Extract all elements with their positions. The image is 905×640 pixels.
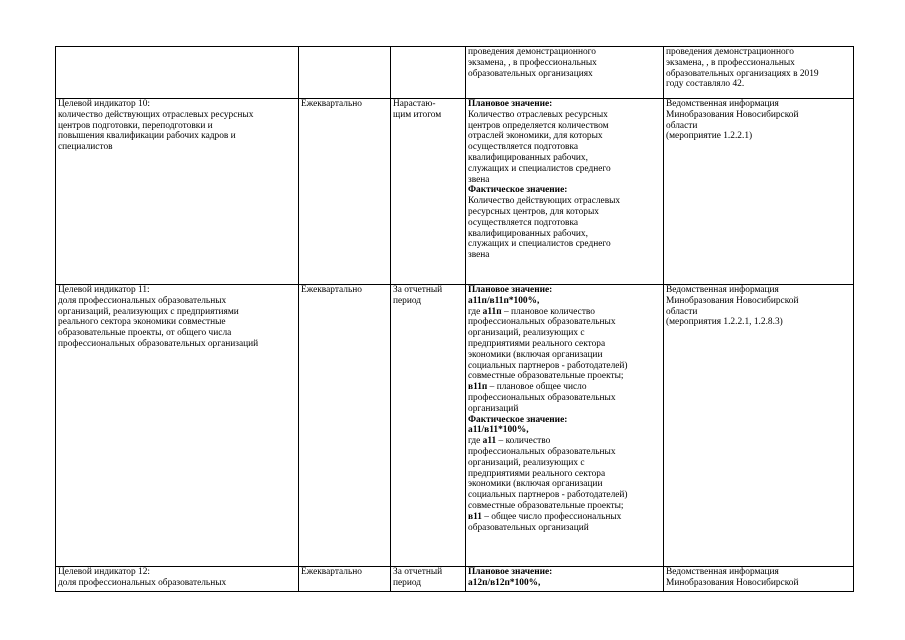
text-fragment: а11 [482,436,497,447]
data-source-cell [664,567,854,592]
text-line: доля профессиональных образовательных [58,295,227,306]
text-line: образовательных организациях [468,68,593,79]
text-line: социальных партнеров - работодателей) [468,490,628,501]
text-line: Фактическое значение: [468,185,568,196]
text-line: а11/в11*100%, [468,425,529,436]
indicator-cell [56,47,299,99]
text-line: организаций, реализующих с [468,328,585,339]
text-line: Количество отраслевых ресурсных [468,109,608,120]
text-line: отраслей экономики, для которых [468,131,603,142]
text-line: области [666,120,698,131]
text-line: Целевой индикатор 12: [58,567,151,577]
text-fragment: – количество [496,436,551,447]
text-line: предприятиями реального сектора [468,468,606,479]
text-line: проведения демонстрационного [666,47,794,57]
text-line: Фактическое значение: [468,414,568,425]
period-cell [391,47,466,99]
text-line: профессиональных образовательных [468,317,616,328]
text-line: образовательных организациях в 2019 [666,68,819,79]
text-line: Минобразования Новосибирской [666,295,799,306]
table-row [56,47,854,99]
text-line: осуществляется подготовка [468,217,579,228]
table-row [56,567,854,592]
text-line: специалистов [58,142,113,153]
text-line: организаций, реализующих с предприятиями [58,306,239,317]
text-line: центров подготовки, переподготовки и [58,120,213,131]
calculation-method-cell [466,567,664,592]
text-line: предприятиями реального сектора [468,338,606,349]
table-row [56,285,854,567]
calculation-method-cell [466,47,664,99]
text-line: осуществляется подготовка [468,142,579,153]
indicator-cell [56,99,299,285]
text-line: Количество действующих отраслевых [468,196,621,207]
text-line: квалифицированных рабочих, [468,152,588,163]
indicators-table [55,46,854,592]
text-line: Ведомственная информация [666,567,779,577]
data-source-cell [664,47,854,99]
frequency-cell [299,99,391,285]
text-line: Ежеквартально [301,285,362,295]
text-line: звена [468,174,490,185]
data-source-cell [664,99,854,285]
text-line: образовательных организаций [468,522,589,533]
text-line: экономики (включая организации [468,479,603,490]
text-line: социальных партнеров - работодателей) [468,360,628,371]
text-line: щим итогом [393,109,442,120]
period-cell [391,99,466,285]
text-line: проведения демонстрационного [468,47,596,57]
text-line: Целевой индикатор 11: [58,285,150,295]
text-fragment: где [468,306,483,317]
text-line [468,512,661,523]
text-line: За отчетный [393,567,443,577]
data-source-cell [664,285,854,567]
text-line: организаций [468,403,519,414]
text-line: период [393,577,422,588]
text-line: служащих и специалистов среднего [468,163,611,174]
text-line: профессиональных образовательных [468,392,616,403]
period-cell [391,285,466,567]
text-line: За отчетный [393,285,443,295]
text-line: Плановое значение: [468,99,553,109]
text-line: (мероприятие 1.2.2.1) [666,131,753,142]
indicator-cell [56,285,299,567]
text-line [468,382,661,393]
text-line: центров определяется количеством [468,120,609,131]
text-line: служащих и специалистов среднего [468,239,611,250]
text-line: Минобразования Новосибирской [666,577,799,588]
frequency-cell [299,285,391,567]
text-line [468,436,661,447]
text-line: Ведомственная информация [666,99,779,109]
text-line: Нарастаю- [393,99,436,109]
text-line: звена [468,250,490,261]
text-line: профессиональных образовательных [468,446,616,457]
text-line: Ежеквартально [301,99,362,109]
calculation-method-cell [466,99,664,285]
text-line: Плановое значение: [468,285,553,295]
text-fragment: а11п [482,306,502,317]
text-line: совместные образовательные проекты; [468,371,624,382]
text-line: реального сектора экономики совместные [58,317,226,328]
text-fragment: в11п [468,382,488,393]
text-line [468,307,661,318]
text-fragment: где [468,436,483,447]
table-row [56,99,854,285]
text-line: повышения квалификации рабочих кадров и [58,131,236,142]
text-line: а12п/в12п*100%, [468,577,541,588]
text-line: Минобразования Новосибирской [666,109,799,120]
text-fragment: – плановое общее число [487,382,587,393]
text-line: а11п/в11п*100%, [468,295,540,306]
text-line: совместные образовательные проекты; [468,500,624,511]
text-line: экономики (включая организации [468,349,603,360]
text-fragment: в11 [468,511,482,522]
text-line: доля профессиональных образовательных [58,577,227,588]
text-line: Ежеквартально [301,567,362,577]
indicator-cell [56,567,299,592]
period-cell [391,567,466,592]
text-line: Целевой индикатор 10: [58,99,151,109]
text-line: организаций, реализующих с [468,457,585,468]
indicators-table-body [56,47,854,592]
text-fragment: – общее число профессиональных [481,511,622,522]
text-line: профессиональных образовательных организаций [58,338,259,349]
text-line: Плановое значение: [468,567,553,577]
frequency-cell [299,567,391,592]
text-line: ресурсных центров, для которых [468,206,599,217]
text-line: экзамена, , в профессиональных [468,57,597,68]
text-line: количество действующих отраслевых ресурсных [58,109,254,120]
text-line: образовательные проекты, от общего числа [58,328,232,339]
text-line: (мероприятия 1.2.2.1, 1.2.8.3) [666,317,783,328]
text-line: период [393,295,422,306]
text-line: квалифицированных рабочих, [468,228,588,239]
text-line: году составляло 42. [666,79,745,90]
text-fragment: – плановое количество [501,306,595,317]
text-line: экзамена, , в профессиональных [666,57,795,68]
frequency-cell [299,47,391,99]
calculation-method-cell [466,285,664,567]
text-line: области [666,306,698,317]
text-line: Ведомственная информация [666,285,779,295]
